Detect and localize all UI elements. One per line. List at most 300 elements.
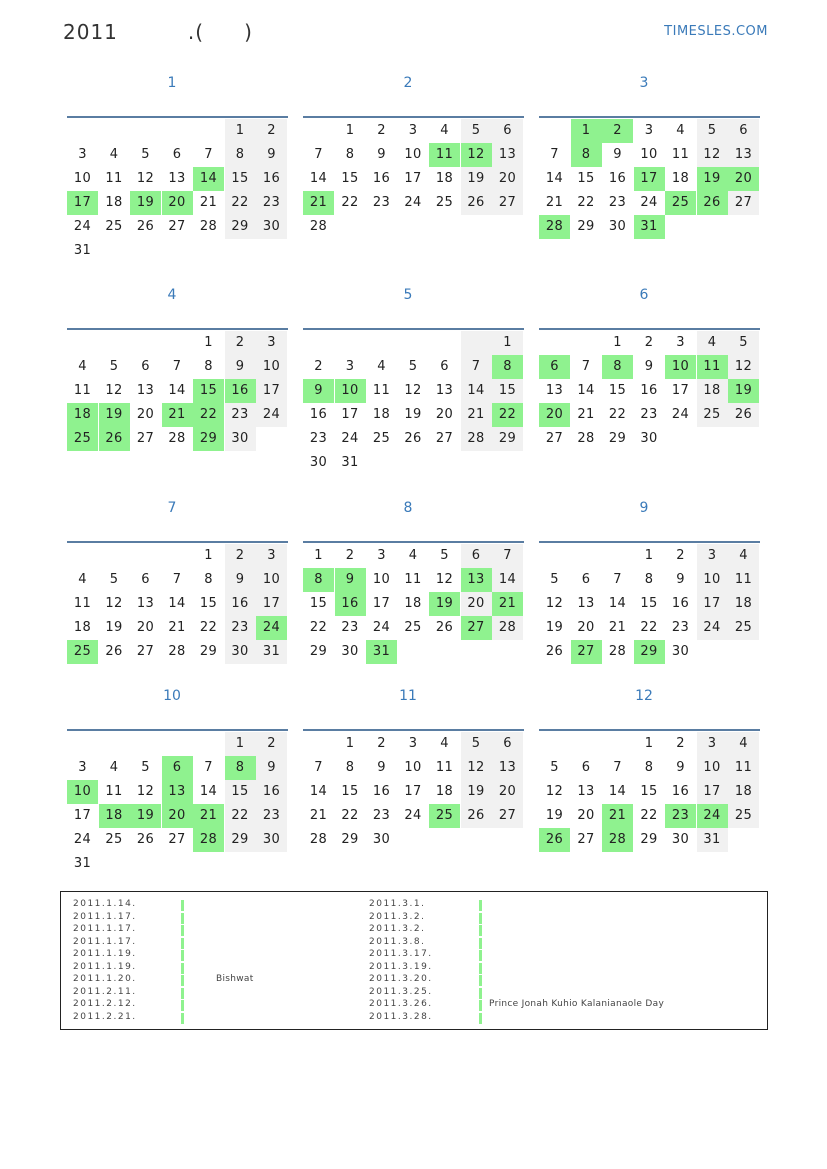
day-cell: 10 [73,171,92,186]
holiday-date: 2011.2.11. [73,986,137,997]
day-cell: 23 [372,808,391,823]
day-cell: 27 [545,431,564,446]
day-cell: 15 [309,596,328,611]
day-cell: 17 [256,592,287,616]
day-cell: 26 [404,431,422,446]
day-cell: 12 [105,383,123,398]
holiday-marker [181,1000,184,1011]
day-cell: 21 [162,403,193,427]
day-cell: 27 [492,804,523,828]
day-cell: 7 [204,147,213,162]
day-cell: 5 [697,119,728,143]
day-cell: 19 [728,379,759,403]
day-cell: 19 [99,403,130,427]
day-cell: 29 [640,832,658,847]
day-cell: 31 [366,640,397,664]
day-cell: 28 [199,219,218,234]
day-cell: 4 [676,123,685,138]
day-cell: 21 [492,592,523,616]
day-cell: 22 [199,620,218,635]
day-cell: 4 [728,544,759,568]
title-dot: . [187,20,196,44]
day-cell: 19 [545,808,564,823]
day-cell: 11 [697,355,728,379]
day-cell: 6 [440,359,449,374]
day-cell: 30 [671,832,690,847]
day-cell: 26 [136,832,155,847]
day-cell: 12 [697,143,728,167]
month-rule [303,541,524,543]
day-cell: 17 [634,167,665,191]
day-cell: 26 [136,219,155,234]
day-cell: 13 [435,383,454,398]
day-cell: 12 [404,383,422,398]
title-paren-open: ( [195,20,205,44]
day-cell: 18 [372,407,391,422]
day-cell: 30 [256,828,287,852]
day-cell: 7 [461,355,492,379]
day-cell: 27 [136,644,155,659]
day-cell: 22 [193,403,224,427]
page-title [63,20,253,44]
day-cell: 4 [109,147,119,162]
day-cell: 13 [136,596,155,611]
month-title: 11 [399,688,417,704]
title-year: 2011 [63,20,118,44]
day-cell: 18 [105,195,123,210]
day-cell: 26 [697,191,728,215]
month-rule [67,541,288,543]
day-cell: 9 [225,568,256,592]
day-cell: 8 [644,572,654,587]
day-cell: 8 [571,143,602,167]
day-cell: 19 [404,407,422,422]
day-cell: 9 [676,572,685,587]
day-cell: 6 [492,119,523,143]
day-cell: 16 [256,780,287,804]
holiday-date: 2011.1.17. [73,924,137,934]
day-cell: 11 [435,760,454,775]
day-cell: 24 [404,195,422,210]
day-cell: 23 [372,195,391,210]
day-cell: 6 [141,359,150,374]
day-cell: 29 [341,832,359,847]
day-cell: 14 [577,383,595,398]
month-title: 9 [639,500,649,516]
day-cell: 11 [728,756,759,780]
day-cell: 6 [728,119,759,143]
day-cell: 26 [728,403,759,427]
day-cell: 15 [577,171,595,186]
day-cell: 28 [608,644,627,659]
day-cell: 7 [613,572,622,587]
holiday-date: 2011.3.20. [369,974,433,984]
day-cell: 13 [461,568,492,592]
day-cell: 20 [539,403,570,427]
day-cell: 18 [404,596,422,611]
holiday-marker [479,988,482,999]
holiday-date: 2011.3.17. [369,949,433,959]
day-cell: 17 [404,784,422,799]
day-cell: 25 [435,195,454,210]
day-cell: 17 [697,780,728,804]
day-cell: 21 [602,804,633,828]
day-cell: 30 [341,644,359,659]
day-cell: 4 [728,732,759,756]
day-cell: 23 [309,431,328,446]
day-cell: 1 [225,732,256,756]
day-cell: 26 [435,620,454,635]
day-cell: 9 [303,379,334,403]
day-cell: 16 [372,784,391,799]
day-cell: 28 [492,616,523,640]
day-cell: 2 [225,331,256,355]
day-cell: 2 [644,335,654,350]
day-cell: 5 [109,572,119,587]
day-cell: 18 [697,379,728,403]
day-cell: 14 [309,784,328,799]
month-title: 3 [639,75,649,91]
day-cell: 1 [204,548,213,563]
day-cell: 17 [697,592,728,616]
day-cell: 3 [676,335,685,350]
day-cell: 3 [78,147,87,162]
day-cell: 19 [105,620,123,635]
day-cell: 30 [225,640,256,664]
day-cell: 18 [435,784,454,799]
day-cell: 2 [676,736,685,751]
day-cell: 8 [644,760,654,775]
month-title: 2 [403,75,413,91]
day-cell: 29 [225,215,256,239]
day-cell: 28 [309,219,328,234]
day-cell: 26 [105,644,123,659]
day-cell: 4 [78,359,87,374]
day-cell: 7 [314,760,323,775]
day-cell: 21 [461,403,492,427]
day-cell: 2 [602,119,633,143]
day-cell: 22 [225,804,256,828]
day-cell: 6 [492,732,523,756]
day-cell: 15 [199,596,218,611]
day-cell: 2 [345,548,355,563]
day-cell: 19 [429,592,460,616]
day-cell: 8 [225,756,256,780]
month-rule [303,328,524,330]
day-cell: 23 [640,407,658,422]
holiday-marker [479,938,482,949]
day-cell: 24 [372,620,391,635]
day-cell: 30 [640,431,658,446]
day-cell: 26 [461,191,492,215]
month-rule [67,328,288,330]
day-cell: 11 [105,784,123,799]
holiday-marker [181,913,184,924]
day-cell: 9 [225,355,256,379]
day-cell: 12 [435,572,454,587]
day-cell: 21 [545,195,564,210]
day-cell: 3 [78,760,87,775]
month-title: 1 [167,75,177,91]
day-cell: 1 [314,548,323,563]
month-rule [539,541,760,543]
day-cell: 18 [671,171,690,186]
day-cell: 29 [634,640,665,664]
day-cell: 8 [602,355,633,379]
day-cell: 6 [539,355,570,379]
holiday-date: 2011.3.2. [369,911,426,922]
day-cell: 15 [225,167,256,191]
day-cell: 3 [408,123,418,138]
day-cell: 12 [105,596,123,611]
day-cell: 7 [550,147,559,162]
day-cell: 9 [256,143,287,167]
month-title: 8 [403,500,413,516]
day-cell: 19 [545,620,564,635]
month-rule [67,729,288,731]
day-cell: 1 [644,736,654,751]
day-cell: 13 [168,171,186,186]
day-cell: 21 [168,620,186,635]
month-title: 5 [403,287,413,303]
day-cell: 17 [256,379,287,403]
day-cell: 29 [577,219,595,234]
day-cell: 19 [461,780,492,804]
day-cell: 25 [728,616,759,640]
day-cell: 21 [199,195,218,210]
day-cell: 9 [644,359,654,374]
day-cell: 16 [225,592,256,616]
day-cell: 12 [728,355,759,379]
day-cell: 5 [461,732,492,756]
day-cell: 21 [577,407,595,422]
day-cell: 11 [671,147,690,162]
day-cell: 6 [581,760,591,775]
day-cell: 6 [581,572,591,587]
day-cell: 11 [73,596,92,611]
day-cell: 17 [404,171,422,186]
day-cell: 8 [225,143,256,167]
holiday-date: 2011.1.19. [73,949,137,959]
day-cell: 27 [577,832,595,847]
day-cell: 20 [435,407,454,422]
day-cell: 16 [640,383,658,398]
day-cell: 28 [309,832,328,847]
day-cell: 14 [492,568,523,592]
day-cell: 14 [193,167,224,191]
day-cell: 22 [640,808,658,823]
day-cell: 5 [408,359,418,374]
day-cell: 4 [408,548,418,563]
day-cell: 10 [372,572,391,587]
day-cell: 16 [671,784,690,799]
day-cell: 13 [577,784,595,799]
day-cell: 2 [377,736,386,751]
day-cell: 6 [461,544,492,568]
holiday-date: 2011.3.26. [369,999,433,1009]
day-cell: 13 [545,383,564,398]
day-cell: 13 [577,596,595,611]
day-cell: 12 [461,143,492,167]
day-cell: 12 [461,756,492,780]
day-cell: 31 [256,640,287,664]
day-cell: 8 [204,359,213,374]
day-cell: 14 [545,171,564,186]
day-cell: 11 [105,171,123,186]
day-cell: 20 [461,592,492,616]
holiday-marker [181,900,184,911]
day-cell: 16 [309,407,328,422]
day-cell: 6 [162,756,193,780]
day-cell: 8 [204,572,213,587]
day-cell: 10 [256,355,287,379]
month-rule [303,729,524,731]
day-cell: 22 [341,195,359,210]
day-cell: 24 [341,431,359,446]
day-cell: 17 [67,191,98,215]
day-cell: 5 [141,147,150,162]
day-cell: 24 [640,195,658,210]
day-cell: 27 [168,219,186,234]
day-cell: 9 [335,568,366,592]
day-cell: 18 [728,780,759,804]
day-cell: 9 [377,760,386,775]
day-cell: 5 [141,760,150,775]
day-cell: 25 [105,832,123,847]
day-cell: 1 [613,335,622,350]
holiday-marker [181,975,184,986]
day-cell: 28 [193,828,224,852]
site-logo[interactable]: TIMESLES.COM [664,24,768,39]
holiday-marker [479,975,482,986]
day-cell: 12 [545,784,564,799]
day-cell: 28 [168,644,186,659]
day-cell: 3 [697,732,728,756]
day-cell: 1 [345,123,355,138]
day-cell: 22 [608,407,627,422]
day-cell: 10 [640,147,658,162]
day-cell: 25 [429,804,460,828]
day-cell: 20 [492,167,523,191]
day-cell: 22 [309,620,328,635]
day-cell: 24 [697,616,728,640]
day-cell: 31 [341,455,359,470]
day-cell: 4 [78,572,87,587]
day-cell: 27 [728,191,759,215]
day-cell: 2 [256,732,287,756]
holiday-marker [479,913,482,924]
day-cell: 8 [345,147,355,162]
day-cell: 15 [341,784,359,799]
day-cell: 6 [141,572,150,587]
day-cell: 1 [225,119,256,143]
day-cell: 13 [136,383,155,398]
day-cell: 25 [105,219,123,234]
day-cell: 24 [73,219,92,234]
day-cell: 20 [162,804,193,828]
day-cell: 21 [193,804,224,828]
day-cell: 17 [671,383,690,398]
day-cell: 11 [372,383,391,398]
day-cell: 6 [172,147,182,162]
day-cell: 15 [492,379,523,403]
day-cell: 20 [492,780,523,804]
holiday-name: Bishwat [216,974,254,984]
holiday-name: Prince Jonah Kuhio Kalanianaole Day [489,999,665,1009]
day-cell: 13 [162,780,193,804]
day-cell: 22 [492,403,523,427]
month-rule [539,729,760,731]
day-cell: 7 [172,572,182,587]
day-cell: 23 [225,403,256,427]
holiday-marker [479,950,482,961]
day-cell: 19 [461,167,492,191]
day-cell: 27 [435,431,454,446]
holiday-date: 2011.3.8. [369,936,426,947]
day-cell: 27 [136,431,155,446]
holiday-marker [479,1013,482,1024]
day-cell: 14 [608,784,627,799]
day-cell: 3 [644,123,654,138]
day-cell: 5 [461,119,492,143]
day-cell: 10 [697,568,728,592]
day-cell: 7 [314,147,323,162]
day-cell: 29 [199,644,218,659]
day-cell: 3 [377,548,386,563]
day-cell: 14 [168,596,186,611]
day-cell: 5 [440,548,449,563]
holiday-marker [479,900,482,911]
day-cell: 14 [309,171,328,186]
day-cell: 16 [372,171,391,186]
month-title: 4 [167,287,177,303]
day-cell: 31 [73,856,92,871]
day-cell: 9 [676,760,685,775]
holiday-marker [181,963,184,974]
day-cell: 28 [577,431,595,446]
day-cell: 14 [608,596,627,611]
day-cell: 26 [99,427,130,451]
day-cell: 23 [608,195,627,210]
day-cell: 23 [671,620,690,635]
day-cell: 27 [461,616,492,640]
day-cell: 24 [73,832,92,847]
month-title: 12 [635,688,653,704]
holiday-date: 2011.3.28. [369,1011,433,1022]
day-cell: 1 [204,335,213,350]
day-cell: 19 [130,191,161,215]
day-cell: 31 [73,243,92,258]
day-cell: 17 [372,596,391,611]
holiday-marker [479,1000,482,1011]
holiday-date: 2011.1.14. [73,899,137,909]
holiday-date: 2011.1.17. [73,911,137,922]
day-cell: 27 [492,191,523,215]
day-cell: 15 [608,383,627,398]
title-paren-close: ) [244,20,253,44]
day-cell: 1 [492,331,523,355]
day-cell: 10 [335,379,366,403]
day-cell: 13 [492,143,523,167]
holiday-date: 2011.1.17. [73,936,137,947]
day-cell: 10 [404,147,422,162]
holiday-marker [181,1013,184,1024]
day-cell: 7 [492,544,523,568]
holiday-list [60,891,768,1030]
day-cell: 25 [372,431,391,446]
holiday-date: 2011.1.20. [73,974,137,984]
day-cell: 12 [136,784,155,799]
